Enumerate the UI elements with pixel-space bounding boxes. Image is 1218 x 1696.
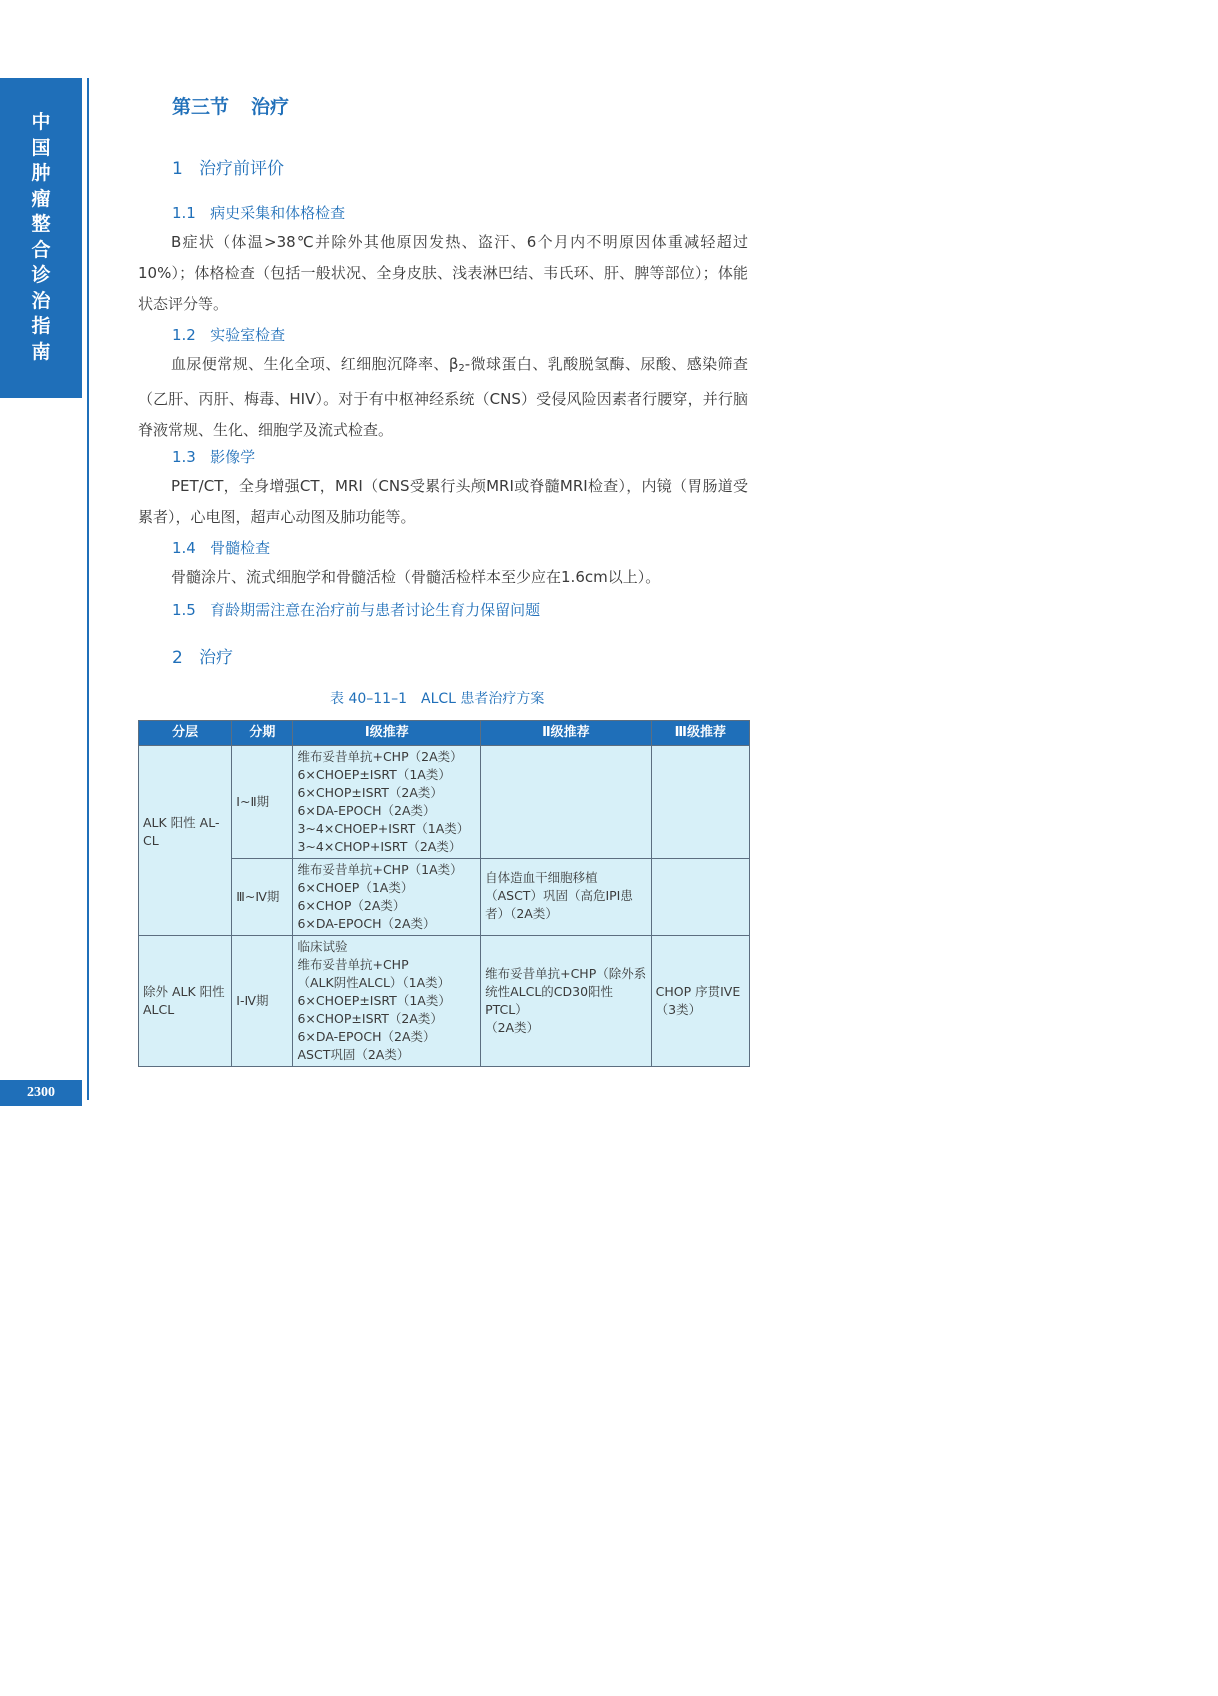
paragraph-bone-marrow: 骨髓涂片、流式细胞学和骨髓活检（骨髓活检样本至少应在1.6cm以上）。 bbox=[171, 568, 661, 586]
heading-number: 1.4 bbox=[172, 539, 196, 557]
heading-title: 实验室检查 bbox=[210, 326, 286, 344]
chapter-side-tab bbox=[0, 78, 82, 398]
table-caption: 表 40–11–1 ALCL 患者治疗方案 bbox=[330, 691, 545, 707]
chapter-title-vertical bbox=[0, 110, 82, 365]
side-char: 治 bbox=[31, 289, 51, 312]
heading-number: 1.5 bbox=[172, 601, 196, 619]
page-number: 2300 bbox=[0, 1080, 82, 1106]
cell-stage: Ⅲ~Ⅳ期 bbox=[232, 859, 293, 936]
section-heading bbox=[172, 92, 289, 119]
heading-number: 1.1 bbox=[172, 204, 196, 222]
heading-1-2 bbox=[172, 324, 285, 345]
paragraph-lab-tests bbox=[138, 349, 748, 446]
col-header-stage: 分期 bbox=[232, 721, 293, 746]
col-header-level3: Ⅲ级推荐 bbox=[651, 721, 749, 746]
cell-level1: 维布妥昔单抗+CHP（2A类） 6×CHOEP±ISRT（1A类） 6×CHOP±ISRT（2A类） 6×DA-EPOCH（2A类） 3~4×CHOEP+ISRT（1A类） 3~4×CHOP+ISRT（2A类） bbox=[293, 746, 481, 859]
subscript: 2 bbox=[458, 363, 465, 374]
cell-level3 bbox=[651, 746, 749, 859]
cell-level1: 临床试验 维布妥昔单抗+CHP （ALK阴性ALCL）（1A类） 6×CHOEP±ISRT（1A类） 6×CHOP±ISRT（2A类） 6×DA-EPOCH（2A类） ASCT巩固（2A类） bbox=[293, 936, 481, 1067]
cell-level3 bbox=[651, 859, 749, 936]
heading-1-5 bbox=[172, 599, 540, 620]
text-part: -微球蛋白、乳酸脱氢酶、尿酸、感染筛查（乙肝、丙肝、梅毒、HIV）。对于有中枢神经系统（CNS）受侵风险因素者行腰穿，并行脑脊液常规、生化、细胞学及流式检查。 bbox=[138, 355, 748, 439]
heading-1 bbox=[172, 154, 284, 179]
heading-title: 治疗前评价 bbox=[199, 159, 285, 179]
text-part: 血尿便常规、生化全项、红细胞沉降率、β bbox=[171, 355, 459, 373]
heading-title: 骨髓检查 bbox=[210, 539, 271, 557]
heading-1-1 bbox=[172, 202, 345, 223]
side-char: 中 bbox=[31, 111, 51, 133]
heading-title: 影像学 bbox=[210, 448, 256, 466]
section-number: 第三节 bbox=[172, 96, 230, 118]
heading-number: 1 bbox=[172, 159, 183, 179]
table-row bbox=[139, 936, 750, 1067]
side-char: 指 bbox=[31, 315, 51, 337]
cell-level2: 维布妥昔单抗+CHP（除外系统性ALCL的CD30阳性PTCL） （2A类） bbox=[481, 936, 652, 1067]
heading-number: 1.2 bbox=[172, 326, 196, 344]
side-char: 合 bbox=[31, 238, 51, 261]
heading-title: 育龄期需注意在治疗前与患者讨论生育力保留问题 bbox=[210, 601, 541, 619]
treatment-table bbox=[138, 720, 750, 1067]
side-char: 南 bbox=[31, 340, 51, 363]
cell-layer: 除外 ALK 阳性ALCL bbox=[139, 936, 232, 1067]
table-row bbox=[139, 746, 750, 859]
side-char: 诊 bbox=[31, 264, 51, 286]
col-header-level2: Ⅱ级推荐 bbox=[481, 721, 652, 746]
cell-layer: ALK 阳性 AL-CL bbox=[139, 746, 232, 936]
side-char: 瘤 bbox=[31, 187, 51, 210]
heading-title: 治疗 bbox=[199, 648, 234, 668]
side-char: 肿 bbox=[31, 162, 51, 184]
section-title: 治疗 bbox=[251, 96, 290, 118]
heading-title: 病史采集和体格检查 bbox=[210, 204, 346, 222]
heading-1-4 bbox=[172, 537, 270, 558]
heading-2 bbox=[172, 643, 233, 668]
cell-level3: CHOP 序贯IVE（3类） bbox=[651, 936, 749, 1067]
side-char: 国 bbox=[31, 136, 51, 159]
margin-rule bbox=[87, 78, 89, 1100]
col-header-level1: Ⅰ级推荐 bbox=[293, 721, 481, 746]
cell-stage: Ⅰ-Ⅳ期 bbox=[232, 936, 293, 1067]
col-header-layer: 分层 bbox=[139, 721, 232, 746]
side-char: 整 bbox=[31, 213, 51, 235]
cell-stage: Ⅰ~Ⅱ期 bbox=[232, 746, 293, 859]
heading-1-3 bbox=[172, 446, 255, 467]
heading-number: 1.3 bbox=[172, 448, 196, 466]
cell-level1: 维布妥昔单抗+CHP（1A类） 6×CHOEP（1A类） 6×CHOP（2A类） 6×DA-EPOCH（2A类） bbox=[293, 859, 481, 936]
table-header-row bbox=[139, 721, 750, 746]
cell-level2: 自体造血干细胞移植（ASCT）巩固（高危IPI患者）（2A类） bbox=[481, 859, 652, 936]
heading-number: 2 bbox=[172, 648, 183, 668]
paragraph-history: B症状（体温>38℃并除外其他原因发热、盗汗、6个月内不明原因体重减轻超过10%）；体格检查（包括一般状况、全身皮肤、浅表淋巴结、韦氏环、肝、脾等部位）；体能状态评分等。 bbox=[138, 233, 748, 313]
paragraph-imaging: PET/CT，全身增强CT，MRI（CNS受累行头颅MRI或脊髓MRI检查），内镜（胃肠道受累者），心电图，超声心动图及肺功能等。 bbox=[138, 477, 748, 526]
cell-level2 bbox=[481, 746, 652, 859]
